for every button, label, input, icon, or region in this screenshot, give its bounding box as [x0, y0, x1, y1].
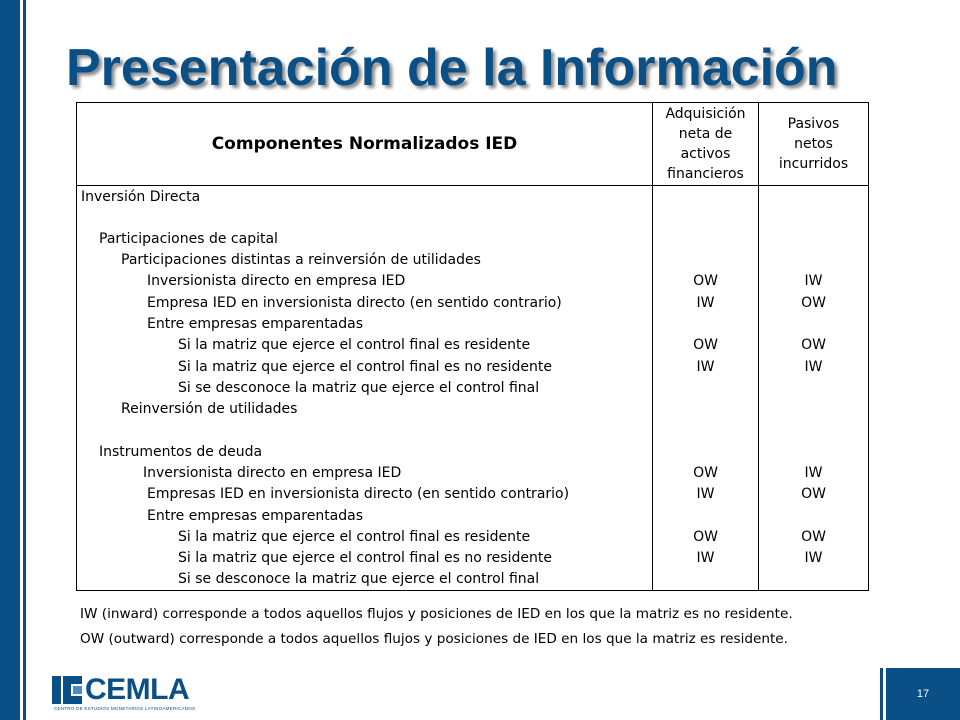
- row-liabilities-value: OW: [759, 292, 869, 313]
- header-assets-line: financieros: [667, 166, 744, 182]
- row-liabilities-value: IW: [759, 271, 869, 292]
- row-assets-value: OW: [653, 335, 759, 356]
- row-liabilities-value: [759, 569, 869, 590]
- page-number: 17: [886, 668, 960, 720]
- table-row: [77, 377, 869, 398]
- row-label: Inversión Directa: [77, 186, 653, 207]
- row-liabilities-value: [759, 420, 869, 441]
- table-row: [77, 313, 869, 334]
- table-row: [77, 569, 869, 590]
- row-liabilities-value: [759, 249, 869, 270]
- row-label: Si la matriz que ejerce el control final es residente: [77, 526, 653, 547]
- row-label: [77, 420, 653, 441]
- row-liabilities-value: IW: [759, 548, 869, 569]
- row-label: Si se desconoce la matriz que ejerce el control final: [77, 569, 653, 590]
- table-row: [77, 356, 869, 377]
- row-liabilities-value: IW: [759, 462, 869, 483]
- table-row: [77, 398, 869, 419]
- header-assets-line: neta de: [678, 126, 733, 142]
- note-inward: IW (inward) corresponde a todos aquellos flujos y posiciones de IED en los que la matriz es no residente.: [80, 606, 793, 622]
- row-assets-value: [653, 569, 759, 590]
- row-label: Reinversión de utilidades: [77, 398, 653, 419]
- row-assets-value: [653, 398, 759, 419]
- table-row: [77, 462, 869, 483]
- row-label: Inversionista directo en empresa IED: [77, 462, 653, 483]
- table-row: [77, 420, 869, 441]
- row-assets-value: IW: [653, 356, 759, 377]
- row-assets-value: [653, 420, 759, 441]
- row-liabilities-value: [759, 207, 869, 228]
- row-liabilities-value: [759, 228, 869, 249]
- row-label: Instrumentos de deuda: [77, 441, 653, 462]
- left-accent-bar: [0, 0, 20, 720]
- row-assets-value: [653, 441, 759, 462]
- row-label: Si la matriz que ejerce el control final es residente: [77, 335, 653, 356]
- table-row: [77, 441, 869, 462]
- row-assets-value: IW: [653, 484, 759, 505]
- table-row: [77, 292, 869, 313]
- table-row: [77, 228, 869, 249]
- row-label: Entre empresas emparentadas: [77, 313, 653, 334]
- table-header-main: Componentes Normalizados IED: [77, 103, 653, 186]
- cemla-mark-icon: [52, 676, 82, 704]
- row-assets-value: IW: [653, 292, 759, 313]
- table-row: [77, 249, 869, 270]
- ied-components-table: [76, 102, 869, 591]
- row-liabilities-value: [759, 313, 869, 334]
- row-liabilities-value: IW: [759, 356, 869, 377]
- table-header-assets: [653, 103, 759, 186]
- row-label: Participaciones de capital: [77, 228, 653, 249]
- row-liabilities-value: [759, 505, 869, 526]
- row-liabilities-value: [759, 377, 869, 398]
- table-row: [77, 207, 869, 228]
- row-assets-value: [653, 377, 759, 398]
- row-assets-value: IW: [653, 548, 759, 569]
- row-liabilities-value: OW: [759, 484, 869, 505]
- row-assets-value: [653, 313, 759, 334]
- row-label: Participaciones distintas a reinversión de utilidades: [77, 249, 653, 270]
- row-assets-value: OW: [653, 462, 759, 483]
- table-body: [77, 186, 869, 591]
- row-liabilities-value: OW: [759, 335, 869, 356]
- table-header-liabilities: [759, 103, 869, 186]
- row-label: [77, 207, 653, 228]
- slide-title: Presentación de la Información: [66, 39, 838, 97]
- cemla-logo: [52, 673, 202, 714]
- row-label: Si se desconoce la matriz que ejerce el control final: [77, 377, 653, 398]
- row-label: Empresa IED en inversionista directo (en sentido contrario): [77, 292, 653, 313]
- table-row: [77, 484, 869, 505]
- header-assets-line: Adquisición: [665, 106, 746, 122]
- row-assets-value: [653, 228, 759, 249]
- header-assets-line: activos: [680, 146, 731, 162]
- footnotes: [80, 604, 880, 654]
- row-liabilities-value: [759, 186, 869, 207]
- row-assets-value: [653, 505, 759, 526]
- row-liabilities-value: OW: [759, 526, 869, 547]
- table-row: [77, 505, 869, 526]
- row-assets-value: [653, 249, 759, 270]
- row-label: Si la matriz que ejerce el control final es no residente: [77, 548, 653, 569]
- row-assets-value: [653, 186, 759, 207]
- row-liabilities-value: [759, 441, 869, 462]
- table-row: [77, 271, 869, 292]
- logo-wordmark: CEMLA: [85, 673, 190, 706]
- row-label: Inversionista directo en empresa IED: [77, 271, 653, 292]
- logo-subtitle: CENTRO DE ESTUDIOS MONETARIOS LATINOAMERICANOS: [54, 706, 196, 711]
- table-row: [77, 335, 869, 356]
- header-liabilities-line: netos: [794, 136, 833, 152]
- table-row: [77, 548, 869, 569]
- row-label: Entre empresas emparentadas: [77, 505, 653, 526]
- row-label: Si la matriz que ejerce el control final es no residente: [77, 356, 653, 377]
- row-assets-value: [653, 207, 759, 228]
- table-row: [77, 186, 869, 207]
- row-assets-value: OW: [653, 271, 759, 292]
- table-row: [77, 526, 869, 547]
- row-label: Empresas IED en inversionista directo (en sentido contrario): [77, 484, 653, 505]
- header-liabilities-line: incurridos: [778, 156, 849, 172]
- header-liabilities-line: Pasivos: [787, 116, 840, 132]
- footer-accent-line: [880, 668, 883, 720]
- row-liabilities-value: [759, 398, 869, 419]
- left-accent-line: [23, 0, 26, 720]
- row-assets-value: OW: [653, 526, 759, 547]
- note-outward: OW (outward) corresponde a todos aquellos flujos y posiciones de IED en los que la matriz es residente.: [80, 631, 788, 647]
